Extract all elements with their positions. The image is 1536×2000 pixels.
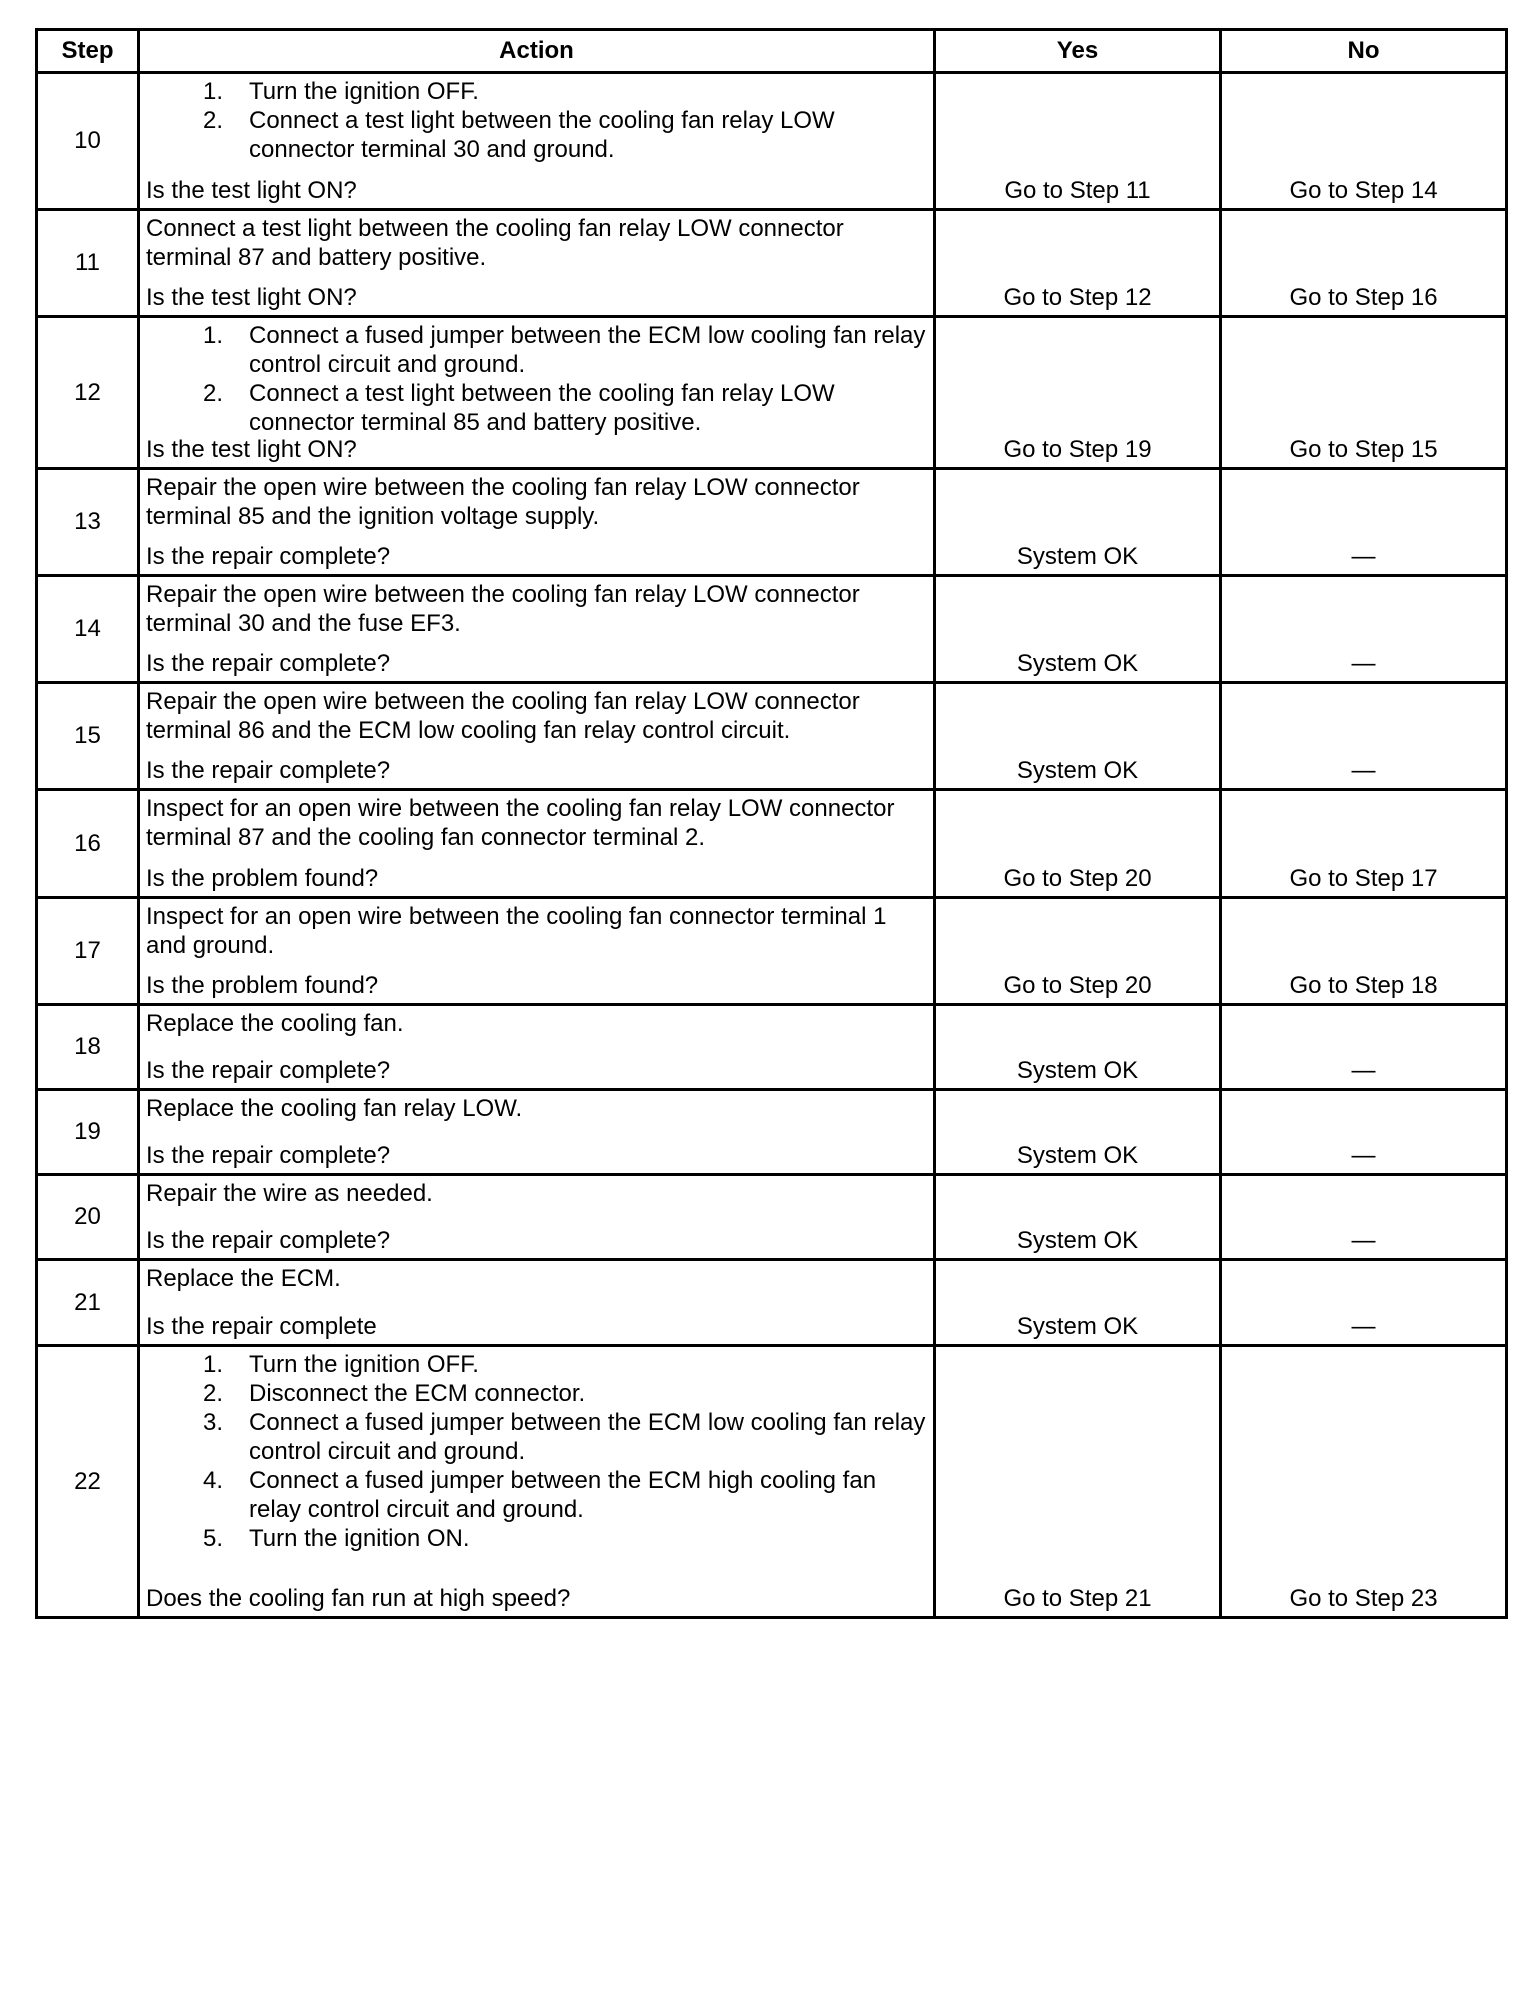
step-number: 16 — [37, 790, 139, 898]
action-cell — [139, 469, 935, 576]
yes-cell — [935, 73, 1221, 210]
action-question: Is the test light ON? — [146, 436, 357, 463]
action-body — [140, 1347, 933, 1553]
yes-cell — [935, 469, 1221, 576]
action-cell — [139, 790, 935, 898]
action-list-item — [146, 1350, 933, 1379]
list-item-text: Connect a test light between the cooling fan relay LOW connector terminal 85 and battery positive. — [249, 380, 835, 436]
no-cell — [1221, 469, 1507, 576]
action-cell — [139, 317, 935, 469]
yes-cell — [935, 317, 1221, 469]
step-row — [37, 469, 1507, 576]
yes-result: Go to Step 19 — [1003, 436, 1152, 463]
action-list-item — [146, 1524, 933, 1553]
no-cell — [1221, 1346, 1507, 1618]
list-item-text: Turn the ignition OFF. — [249, 1351, 479, 1378]
yes-cell — [935, 898, 1221, 1005]
action-body — [140, 1176, 933, 1208]
no-result: Go to Step 16 — [1289, 284, 1438, 311]
no-result: — — [1351, 1142, 1376, 1169]
header-no: No — [1221, 30, 1507, 73]
header-action: Action — [139, 30, 935, 73]
yes-cell — [935, 210, 1221, 317]
yes-result: System OK — [1016, 1227, 1139, 1254]
action-body — [140, 684, 933, 745]
action-instruction: Repair the open wire between the cooling fan relay LOW connector terminal 85 and the ignition voltage supply. — [146, 474, 860, 530]
yes-cell — [935, 1346, 1221, 1618]
action-question: Is the problem found? — [146, 865, 379, 892]
list-item-text: Turn the ignition OFF. — [249, 78, 479, 105]
step-number: 10 — [37, 73, 139, 210]
step-number: 15 — [37, 683, 139, 790]
action-list-item — [146, 321, 933, 379]
header-row — [37, 30, 1507, 73]
no-cell — [1221, 790, 1507, 898]
action-cell — [139, 1090, 935, 1175]
step-number: 17 — [37, 898, 139, 1005]
no-result: Go to Step 17 — [1289, 865, 1438, 892]
step-row — [37, 790, 1507, 898]
yes-cell — [935, 1090, 1221, 1175]
no-result: — — [1351, 1313, 1376, 1340]
step-row — [37, 1346, 1507, 1618]
action-question: Is the repair complete? — [146, 757, 391, 784]
yes-cell — [935, 1175, 1221, 1260]
action-instruction: Repair the open wire between the cooling fan relay LOW connector terminal 30 and the fuse EF3. — [146, 581, 860, 637]
action-question: Is the test light ON? — [146, 177, 357, 204]
table-body — [37, 73, 1507, 1618]
action-instruction: Repair the wire as needed. — [146, 1180, 433, 1207]
header-yes: Yes — [935, 30, 1221, 73]
action-body — [140, 899, 933, 960]
no-cell — [1221, 210, 1507, 317]
step-row — [37, 1005, 1507, 1090]
yes-result: System OK — [1016, 1142, 1139, 1169]
no-result: — — [1351, 757, 1376, 784]
step-number: 18 — [37, 1005, 139, 1090]
action-body — [140, 791, 933, 852]
yes-cell — [935, 1260, 1221, 1346]
yes-result: Go to Step 20 — [1003, 972, 1152, 999]
list-item-text: Disconnect the ECM connector. — [249, 1380, 586, 1407]
action-body — [140, 1261, 933, 1293]
yes-result: System OK — [1016, 757, 1139, 784]
yes-cell — [935, 576, 1221, 683]
list-item-number: 1. — [203, 322, 224, 349]
step-row — [37, 1260, 1507, 1346]
action-question: Is the repair complete — [146, 1313, 377, 1340]
action-question: Is the repair complete? — [146, 650, 391, 677]
no-result: Go to Step 18 — [1289, 972, 1438, 999]
step-row — [37, 683, 1507, 790]
action-body — [140, 74, 933, 164]
step-number: 12 — [37, 317, 139, 469]
yes-cell — [935, 683, 1221, 790]
no-cell — [1221, 898, 1507, 1005]
step-number: 11 — [37, 210, 139, 317]
yes-result: Go to Step 11 — [1004, 177, 1151, 204]
no-cell — [1221, 576, 1507, 683]
action-list-item — [146, 77, 933, 106]
step-row — [37, 317, 1507, 469]
action-instruction: Replace the cooling fan. — [146, 1010, 404, 1037]
action-list-item — [146, 379, 933, 437]
list-item-number: 4. — [203, 1467, 224, 1494]
no-result: — — [1351, 1057, 1376, 1084]
action-instruction: Repair the open wire between the cooling fan relay LOW connector terminal 86 and the ECM low cooling fan relay control circuit. — [146, 688, 860, 744]
no-cell — [1221, 1090, 1507, 1175]
step-number: 13 — [37, 469, 139, 576]
action-cell — [139, 1175, 935, 1260]
action-cell — [139, 1005, 935, 1090]
list-item-number: 2. — [203, 107, 224, 134]
step-row — [37, 210, 1507, 317]
action-question: Is the repair complete? — [146, 543, 391, 570]
step-number: 22 — [37, 1346, 139, 1618]
list-item-number: 2. — [203, 380, 224, 407]
no-result: Go to Step 14 — [1289, 177, 1438, 204]
action-instruction: Replace the cooling fan relay LOW. — [146, 1095, 523, 1122]
step-row — [37, 73, 1507, 210]
action-body — [140, 211, 933, 272]
action-cell — [139, 1260, 935, 1346]
no-result: — — [1351, 650, 1376, 677]
action-question: Is the problem found? — [146, 972, 379, 999]
action-cell — [139, 683, 935, 790]
yes-result: Go to Step 12 — [1003, 284, 1152, 311]
action-question: Is the repair complete? — [146, 1227, 391, 1254]
step-number: 19 — [37, 1090, 139, 1175]
list-item-text: Connect a fused jumper between the ECM low cooling fan relay control circuit and ground. — [249, 1409, 926, 1465]
step-number: 14 — [37, 576, 139, 683]
list-item-number: 1. — [203, 78, 224, 105]
yes-cell — [935, 1005, 1221, 1090]
no-cell — [1221, 1260, 1507, 1346]
action-body — [140, 1006, 933, 1038]
yes-result: Go to Step 20 — [1003, 865, 1152, 892]
list-item-text: Connect a fused jumper between the ECM low cooling fan relay control circuit and ground. — [249, 322, 926, 378]
step-number: 20 — [37, 1175, 139, 1260]
action-body — [140, 470, 933, 531]
no-result: Go to Step 15 — [1289, 436, 1438, 463]
action-body — [140, 1091, 933, 1123]
action-question: Is the repair complete? — [146, 1142, 391, 1169]
no-cell — [1221, 1175, 1507, 1260]
action-cell — [139, 210, 935, 317]
action-question: Is the repair complete? — [146, 1057, 391, 1084]
list-item-number: 2. — [203, 1380, 224, 1407]
action-cell — [139, 73, 935, 210]
no-cell — [1221, 73, 1507, 210]
action-list — [146, 77, 933, 164]
no-cell — [1221, 1005, 1507, 1090]
yes-result: System OK — [1016, 543, 1139, 570]
action-list-item — [146, 1408, 933, 1466]
list-item-text: Turn the ignition ON. — [249, 1525, 470, 1552]
action-list — [146, 321, 933, 437]
step-row — [37, 898, 1507, 1005]
no-result: — — [1351, 1227, 1376, 1254]
yes-result: System OK — [1016, 1057, 1139, 1084]
action-instruction: Inspect for an open wire between the cooling fan connector terminal 1 and ground. — [146, 903, 887, 959]
yes-cell — [935, 790, 1221, 898]
list-item-number: 1. — [203, 1351, 224, 1378]
action-list-item — [146, 106, 933, 164]
list-item-number: 3. — [203, 1409, 224, 1436]
step-number: 21 — [37, 1260, 139, 1346]
list-item-text: Connect a test light between the cooling fan relay LOW connector terminal 30 and ground. — [249, 107, 835, 163]
yes-result: System OK — [1016, 650, 1139, 677]
action-cell — [139, 898, 935, 1005]
action-question: Is the test light ON? — [146, 284, 357, 311]
yes-result: Go to Step 21 — [1003, 1585, 1152, 1612]
step-row — [37, 1175, 1507, 1260]
action-question: Does the cooling fan run at high speed? — [146, 1585, 571, 1612]
action-body — [140, 318, 933, 437]
list-item-text: Connect a fused jumper between the ECM high cooling fan relay control circuit and ground. — [249, 1467, 877, 1523]
no-result: Go to Step 23 — [1289, 1585, 1438, 1612]
no-result: — — [1351, 543, 1376, 570]
step-row — [37, 576, 1507, 683]
action-body — [140, 577, 933, 638]
action-instruction: Replace the ECM. — [146, 1265, 341, 1292]
action-list-item — [146, 1379, 933, 1408]
no-cell — [1221, 683, 1507, 790]
list-item-number: 5. — [203, 1525, 224, 1552]
diagnostic-table — [35, 28, 1508, 1619]
action-list-item — [146, 1466, 933, 1524]
action-instruction: Inspect for an open wire between the cooling fan relay LOW connector terminal 87 and the cooling fan connector terminal 2. — [146, 795, 895, 851]
action-instruction: Connect a test light between the cooling fan relay LOW connector terminal 87 and battery positive. — [146, 215, 844, 271]
action-cell — [139, 576, 935, 683]
action-cell — [139, 1346, 935, 1618]
header-step: Step — [37, 30, 139, 73]
action-list — [146, 1350, 933, 1553]
step-row — [37, 1090, 1507, 1175]
yes-result: System OK — [1016, 1313, 1139, 1340]
no-cell — [1221, 317, 1507, 469]
